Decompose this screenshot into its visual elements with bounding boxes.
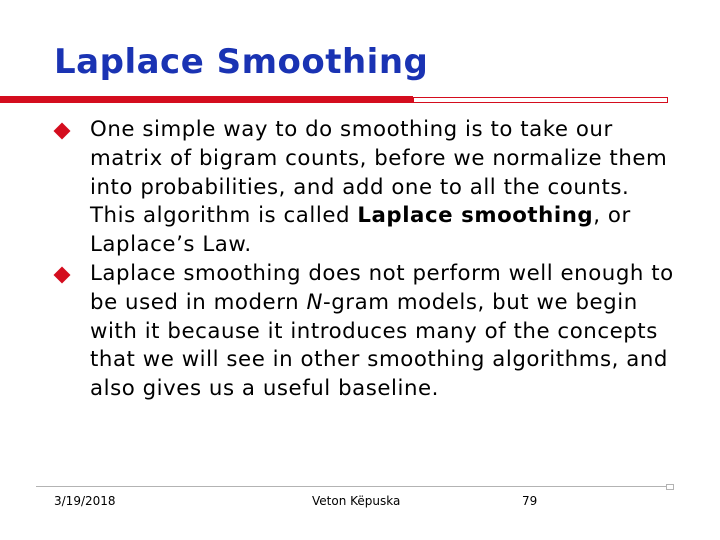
- footer-rule-end-box: [666, 484, 674, 490]
- footer-author: Veton Këpuska: [312, 494, 401, 508]
- bullet-item-2: [54, 260, 674, 404]
- bullet-2-italic-term: N: [306, 289, 323, 315]
- slide-title: Laplace Smoothing: [54, 42, 429, 82]
- bullet-1-text-before: One simple way to do smoothing is to take our matrix of bigram counts, before we normalize them into probabilities, and add one to all the counts. This algorithm is called: [90, 117, 668, 229]
- bullet-2-text-after: -gram models, but we begin with it because it introduces many of the concepts that we will see in other smoothing algorithms, and also gives us a useful baseline.: [90, 289, 668, 402]
- diamond-bullet-icon: [54, 266, 71, 283]
- bullet-1-text-after: , or Laplace’s Law.: [90, 203, 631, 258]
- footer-rule: [36, 486, 666, 487]
- title-underline-bar: [0, 96, 413, 103]
- footer-date: 3/19/2018: [54, 494, 116, 508]
- bullet-item-1: [54, 116, 674, 260]
- bullet-2-text-before: Laplace smoothing does not perform well enough to be used in modern: [90, 260, 674, 315]
- bullet-1-bold-term: Laplace smoothing: [357, 203, 594, 229]
- bullet-list: [54, 116, 674, 404]
- title-underline-outline: [413, 97, 668, 103]
- footer-page-number: 79: [522, 494, 538, 508]
- diamond-bullet-icon: [54, 123, 71, 140]
